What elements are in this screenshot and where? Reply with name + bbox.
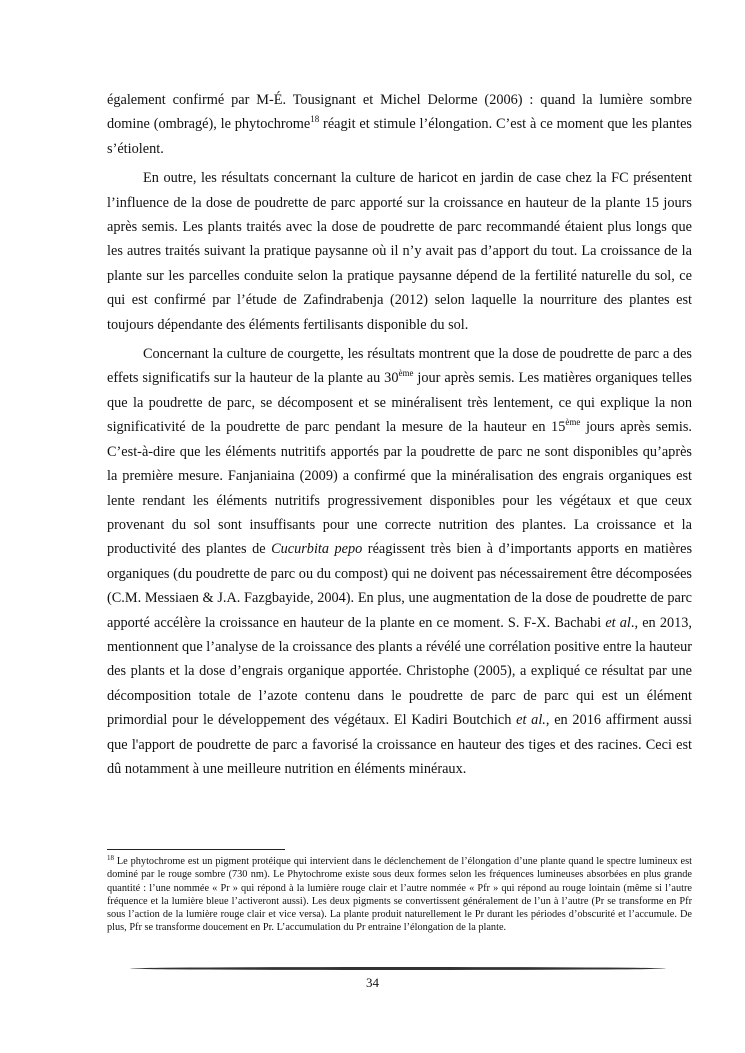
bottom-divider [130, 967, 666, 970]
paragraph-1 [107, 88, 692, 161]
footnote-text: Le phytochrome est un pigment protéique qui intervient dans le déclenchement de l’élongation d’une plante quand le spectre lumineux est dominé par le rouge sombre (730 nm). Le Phytochrome existe sous deux formes selon les fréquences lumineuses absorbées en plus grande quantité : l’une nommée « Pr » qui répond à la lumière rouge clair et l’autre nommée « Pfr » qui répond au rouge lointain (même si l’autre fréquence et la lumière bleue l’activeront aussi). Les deux pigments se convertissent généralement de l’un à l’autre (Pr se transforme en Pfr sous l’action de la lumière rouge clair et vice versa). La plante produit naturellement le Pr durant les périodes d’obscurité et l’accumule. De plus, Pfr se transforme doucement en Pr. L’accumulation du Pr entraine l’élongation de la plante. [107, 856, 692, 934]
body-text [107, 88, 692, 786]
footnote-18 [107, 855, 692, 935]
paragraph-3 [107, 342, 692, 781]
page-number: 34 [366, 975, 379, 990]
paragraph-3-segment: et al [605, 614, 631, 631]
paragraph-2-segment: En outre, les résultats concernant la culture de haricot en jardin de case chez la FC présentent l’influence de la dose de poudrette de parc apporté sur la croissance en hauteur de la plante 15 jours après semis. Les plants traités avec la dose de poudrette de parc recommandé étaient plus longs que les autres traités suivant la pratique paysanne où il n’y avait pas d’apport du tout. La croissance de la plante sur les parcelles conduite selon la pratique paysanne dépend de la fertilité naturelle du sol, ce qui est confirmé par l’étude de Zafindrabenja (2012) selon laquelle la nourriture des plantes est toujours dépendante des éléments fertilisants disponible du sol. [107, 170, 692, 333]
footnote-marker: 18 [107, 854, 114, 862]
paragraph-3-segment: ., en 2013, mentionnent que l’analyse de la croissance des plants a révélé une corrélation positive entre la hauteur des plants et la dose d’engrais organique apportée. Christophe (2005), a expliqué ce résultat par une décomposition totale de l’azote contenu dans le poudrette de parc de parc qui est un élément primordial pour le développement des végétaux. El Kadiri Boutchich [107, 614, 692, 729]
paragraph-3-segment: réagissent très bien à d’importants apports en matières organiques (du poudrette de parc ou du compost) qui ne doivent pas nécessairement être décomposées (C.M. Messiaen & J.A. Fazgbayide, 2004). En plus, une augmentation de la dose de poudrette de parc apporté accélère la croissance en hauteur de la plante en ce moment. S. F-X. Bachabi [107, 541, 693, 631]
paragraph-3-segment: ème [565, 417, 581, 428]
footnote-separator [107, 849, 285, 850]
paragraph-3-segment: jours après semis. C’est-à-dire que les éléments nutritifs apportés par la poudrette de parc ne sont disponibles qu’après la première mesure. Fanjaniaina (2009) a confirmé que la minéralisation des engrais organiques est lente rendant les éléments nutritifs progressivement disponibles pour les végétaux et que ceux provenant du sol sont insuffisants pour une correcte nutrition des plantes. La croissance et la productivité des plantes de [107, 419, 692, 558]
paragraph-3-segment: jour après semis. Les matières organiques telles que la poudrette de parc, se décomposent et se minéralisent très lentement, ce qui explique la non significativité de la poudrette de parc pendant la mesure de la hauteur en 15 [107, 370, 692, 436]
paragraph-3-segment: Concernant la culture de courgette, les résultats montrent que la dose de poudrette de parc a des effets significatifs sur la hauteur de la plante au 30 [107, 346, 692, 387]
paragraph-1-segment: réagit et stimule l’élongation. C’est à ce moment que les plantes s’étiolent. [107, 116, 692, 157]
paragraph-3-segment: Cucurbita pepo [271, 541, 363, 558]
paragraph-1-segment: également confirmé par M-É. Tousignant et Michel Delorme (2006) : quand la lumière sombre domine (ombragé), le phytochrome [107, 92, 692, 133]
paragraph-3-segment: ème [398, 368, 414, 379]
paragraph-3-segment: et al. [516, 712, 546, 729]
paragraph-1-segment: 18 [310, 114, 320, 125]
paragraph-3-segment: , en 2016 affirment aussi que l'apport de poudrette de parc a favorisé la croissance en hauteur des tiges et des racines. Ceci est dû notamment à une meilleure nutrition en éléments minéraux. [107, 712, 693, 777]
paragraph-2 [107, 166, 692, 337]
